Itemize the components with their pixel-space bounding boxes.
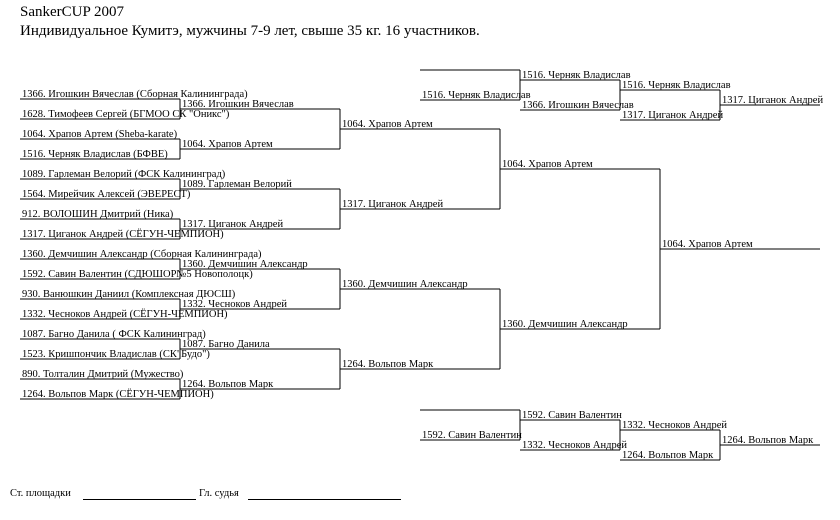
round2-entry: 1366. Игошкин Вячеслав bbox=[182, 99, 294, 110]
judge-signature-line bbox=[248, 499, 401, 500]
round2-entry: 1264. Вольпов Марк bbox=[182, 379, 274, 390]
round1-entry: 1332. Чесноков Андрей (СЁГУН-ЧЕМПИОН) bbox=[22, 309, 228, 320]
semifinal-entry: 1360. Демчишин Александр bbox=[502, 319, 628, 330]
round2-entry: 1332. Чесноков Андрей bbox=[182, 299, 287, 310]
semifinal-entry: 1064. Храпов Артем bbox=[502, 159, 593, 170]
round1-entry: 1264. Вольпов Марк (СЁГУН-ЧЕМПИОН) bbox=[22, 389, 214, 400]
round1-entry: 1360. Демчишин Александр (Сборная Калининграда) bbox=[22, 249, 262, 260]
repechage-winner: 1264. Вольпов Марк bbox=[722, 435, 814, 446]
round1-entry: 1564. Мирейчик Алексей (ЭВЕРЕСТ) bbox=[22, 189, 191, 200]
round2-entry: 1087. Багно Данила bbox=[182, 339, 270, 350]
page-title: SankerCUP 2007 bbox=[20, 4, 125, 20]
quarterfinal-entry: 1064. Храпов Артем bbox=[342, 119, 433, 130]
repechage-r1-entry: 1366. Игошкин Вячеслав bbox=[522, 100, 634, 111]
repechage-r2-entry: 1332. Чесноков Андрей bbox=[622, 420, 727, 431]
round1-entry: 1628. Тимофеев Сергей (БГМОО СК "Оникс") bbox=[22, 109, 230, 120]
round1-entry: 1089. Гарлеман Велорий (ФСК Калининград) bbox=[22, 169, 226, 180]
page-subtitle: Индивидуальное Кумитэ, мужчины 7-9 лет, свыше 35 кг. 16 участников. bbox=[20, 23, 480, 39]
final-winner: 1064. Храпов Артем bbox=[662, 239, 753, 250]
round1-entry: 1366. Игошкин Вячеслав (Сборная Калининграда) bbox=[22, 89, 248, 100]
repechage-seed: 1592. Савин Валентин bbox=[422, 430, 522, 441]
round1-entry: 1516. Черняк Владислав (БФВЕ) bbox=[22, 149, 168, 160]
round1-entry: 1087. Багно Данила ( ФСК Калининград) bbox=[22, 329, 206, 340]
court-signature-line bbox=[83, 499, 196, 500]
repechage-r2-entry: 1516. Черняк Владислав bbox=[622, 80, 731, 91]
repechage-seed: 1516. Черняк Владислав bbox=[422, 90, 531, 101]
round1-entry: 1317. Циганок Андрей (СЁГУН-ЧЕМПИОН) bbox=[22, 229, 224, 240]
round2-entry: 1360. Демчишин Александр bbox=[182, 259, 308, 270]
repechage-r1-entry: 1592. Савин Валентин bbox=[522, 410, 622, 421]
repechage-r2-entry: 1317. Циганок Андрей bbox=[622, 110, 724, 121]
repechage-r1-entry: 1516. Черняк Владислав bbox=[522, 70, 631, 81]
round1-entry: 1592. Савин Валентин (СДЮШОР№5 Новополоцк) bbox=[22, 269, 253, 280]
quarterfinal-entry: 1360. Демчишин Александр bbox=[342, 279, 468, 290]
court-label: Ст. площадки bbox=[10, 488, 71, 499]
round1-entry: 930. Ванюшкин Даниил (Комплексная ДЮСШ) bbox=[22, 289, 236, 300]
round1-entry: 912. ВОЛОШИН Дмитрий (Ника) bbox=[22, 209, 174, 220]
quarterfinal-entry: 1264. Вольпов Марк bbox=[342, 359, 434, 370]
round1-entry: 1064. Храпов Артем (Sheba-karate) bbox=[22, 129, 178, 140]
round2-entry: 1064. Храпов Артем bbox=[182, 139, 273, 150]
round1-entry: 1523. Кришпончик Владислав (СК"Будо") bbox=[22, 349, 210, 360]
round2-entry: 1089. Гарлеман Велорий bbox=[182, 179, 292, 190]
quarterfinal-entry: 1317. Циганок Андрей bbox=[342, 199, 444, 210]
repechage-r1-entry: 1332. Чесноков Андрей bbox=[522, 440, 627, 451]
round1-entry: 890. Толталин Дмитрий (Мужество) bbox=[22, 369, 184, 380]
round2-entry: 1317. Циганок Андрей bbox=[182, 219, 284, 230]
repechage-r2-entry: 1264. Вольпов Марк bbox=[622, 450, 714, 461]
repechage-winner: 1317. Циганок Андрей bbox=[722, 95, 824, 106]
judge-label: Гл. судья bbox=[199, 488, 239, 499]
